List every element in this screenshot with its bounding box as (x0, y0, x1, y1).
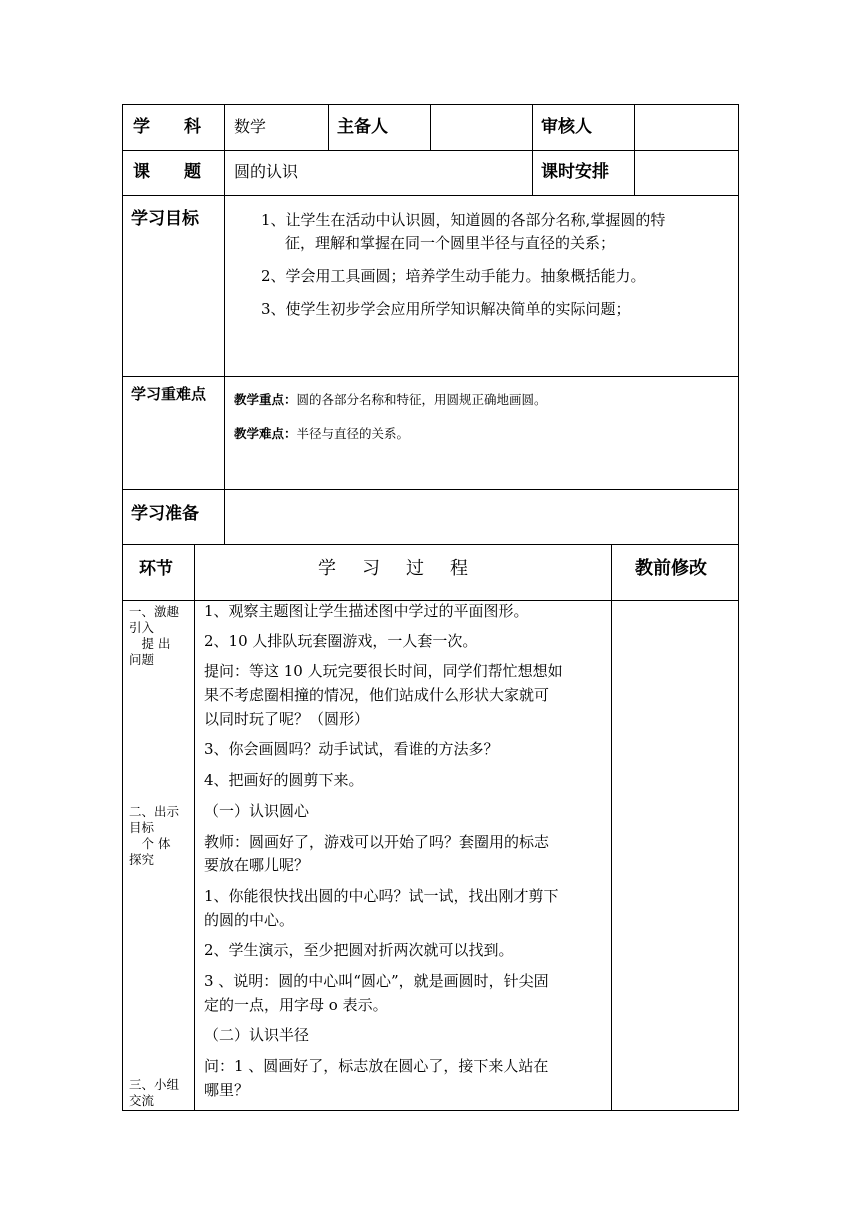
table-line (430, 104, 431, 150)
objective-line: 3、使学生初步学会应用所学知识解决简单的实际问题； (261, 300, 631, 318)
table-line (122, 489, 739, 490)
difficulty-line (234, 428, 409, 441)
revision-column-header: 教前修改 (635, 558, 707, 579)
stage-column-header: 环节 (139, 559, 173, 579)
process-line: 以同时玩了呢？（圆形） (204, 710, 370, 728)
objective-line: 1、让学生在活动中认识圆，知道圆的各部分名称,掌握圆的特 (261, 211, 666, 229)
table-line (532, 104, 533, 195)
stage-line: 提 出 (129, 636, 171, 651)
process-line: 提问：等这 10 人玩完要很长时间，同学们帮忙想想如 (204, 662, 563, 680)
process-line: 4、把画好的圆剪下来。 (204, 771, 364, 789)
stage-label (129, 1077, 179, 1109)
table-line (194, 544, 195, 1111)
process-line: 2、学生演示，至少把圆对折两次就可以找到。 (204, 941, 514, 959)
stage-line: 三、小组 (129, 1077, 180, 1092)
stage-line: 个 体 (129, 836, 171, 851)
focus-text: 圆的各部分名称和特征，用圆规正确地画圆。 (296, 392, 547, 407)
topic-label: 课 题 (133, 162, 201, 182)
process-line: 哪里？ (204, 1081, 250, 1099)
stage-line: 问题 (129, 652, 155, 667)
table-line (328, 104, 329, 150)
objectives-label: 学习目标 (131, 209, 199, 229)
process-line: 的圆的中心。 (204, 911, 295, 929)
process-line: 果不考虑圈相撞的情况，他们站成什么形状大家就可 (204, 686, 550, 704)
process-line: 3、你会画圆吗？动手试试，看谁的方法多？ (204, 740, 499, 758)
reviewer-label: 审核人 (541, 117, 592, 137)
table-line (224, 104, 225, 544)
difficulty-text: 半径与直径的关系。 (296, 426, 410, 441)
stage-line: 探究 (129, 852, 155, 867)
process-line: 定的一点，用字母 o 表示。 (204, 996, 388, 1014)
process-line: 1、你能很快找出圆的中心吗？试一试，找出刚才剪下 (204, 887, 559, 905)
subject-label: 学 科 (133, 117, 201, 137)
process-line: 问：1 、圆画好了，标志放在圆心了，接下来人站在 (204, 1057, 549, 1075)
stage-line: 一、激趣 (129, 604, 180, 619)
stage-label (129, 804, 179, 868)
table-line (122, 150, 739, 151)
table-line (122, 104, 123, 1111)
process-line: 1、观察主题图让学生描述图中学过的平面图形。 (204, 602, 529, 620)
process-line: 3 、说明：圆的中心叫“圆心”，就是画圆时，针尖固 (204, 972, 549, 990)
process-line: 教师：圆画好了，游戏可以开始了吗？套圈用的标志 (204, 833, 550, 851)
schedule-label: 课时安排 (541, 162, 609, 182)
process-line: 2、10 人排队玩套圈游戏，一人套一次。 (204, 632, 478, 650)
table-line (122, 376, 739, 377)
topic-value: 圆的认识 (234, 162, 299, 181)
table-line (738, 104, 739, 1111)
preparer-label: 主备人 (337, 117, 388, 137)
preparation-label: 学习准备 (131, 504, 199, 524)
table-line (122, 600, 739, 601)
focus-label: 教学重点： (234, 392, 297, 407)
difficulty-label: 教学难点： (234, 426, 297, 441)
process-line: （二）认识半径 (204, 1026, 310, 1044)
stage-line: 交流 (129, 1093, 155, 1108)
objective-line: 2、学会用工具画圆；培养学生动手能力。抽象概括能力。 (261, 267, 646, 285)
table-line (634, 104, 635, 195)
stage-line: 引入 (129, 620, 155, 635)
table-line (122, 195, 739, 196)
table-line (122, 544, 739, 545)
process-column-header: 学 习 过 程 (318, 558, 472, 579)
process-line: 要放在哪儿呢？ (204, 856, 310, 874)
stage-line: 二、出示 (129, 804, 180, 819)
focus-line (234, 394, 547, 407)
stage-line: 目标 (129, 820, 155, 835)
table-line (611, 544, 612, 1111)
key-points-label: 学习重难点 (131, 385, 207, 403)
table-line (122, 1110, 739, 1111)
stage-label (129, 604, 179, 668)
objective-line: 征，理解和掌握在同一个圆里半径与直径的关系； (285, 234, 616, 252)
process-line: （一）认识圆心 (204, 802, 310, 820)
subject-value: 数学 (234, 117, 267, 136)
